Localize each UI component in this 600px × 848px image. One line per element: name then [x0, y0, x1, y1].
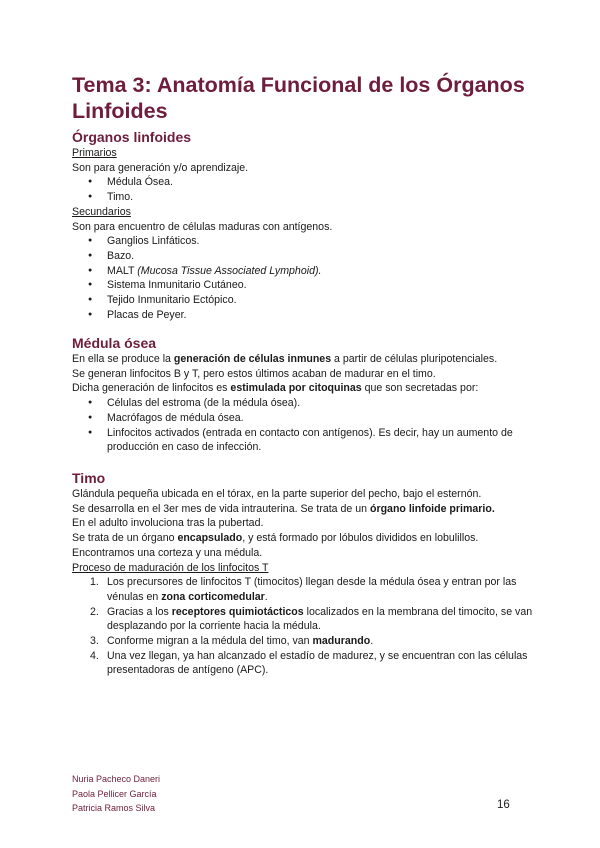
bold-text: zona corticomedular: [161, 590, 265, 603]
list-item: ● Macrófagos de médula ósea.: [72, 411, 542, 426]
list-item: ● Bazo.: [72, 249, 542, 264]
list-item: ● Células del estroma (de la médula ósea).: [72, 396, 542, 411]
text: Se desarrolla en el 3er mes de vida intrauterina. Se trata de un: [72, 502, 370, 515]
section-heading: Médula ósea: [72, 335, 157, 351]
text: Conforme migran a la médula del timo, van: [107, 635, 313, 648]
section-timo: [72, 469, 542, 678]
list-item: ● Sistema Inmunitario Cutáneo.: [72, 278, 542, 293]
citoquinas-list: [72, 396, 542, 455]
paragraph: [72, 381, 542, 396]
text: Se trata de un órgano: [72, 532, 178, 545]
bold-text: receptores quimiotácticos: [171, 605, 304, 618]
author-name: Paola Pellicer García: [72, 788, 157, 799]
text: .: [370, 635, 374, 648]
malt-expansion: (Mucosa Tissue Associated Lymphoid).: [137, 264, 322, 277]
list-item: ● Médula Ósea.: [72, 175, 542, 190]
list-item: ● Linfocitos activados (entrada en contacto con antígenos). Es decir, hay un aumento de producción en caso de infección.: [72, 426, 542, 455]
section-heading: Órganos linfoides: [72, 129, 192, 145]
secundarios-list: [72, 234, 542, 322]
paragraph: Son para encuentro de células maduras con antígenos.: [72, 220, 333, 233]
text: Una vez llegan, ya han alcanzado el estadío de madurez, y se encuentran con las células presentadoras de antígeno (APC).: [107, 649, 528, 677]
list-item: ● Tejido Inmunitario Ectópico.: [72, 293, 542, 308]
list-item: ● Placas de Peyer.: [72, 308, 542, 323]
paragraph: Son para generación y/o aprendizaje.: [72, 161, 249, 174]
numbered-item: [72, 605, 542, 634]
page-title: Tema 3: Anatomía Funcional de los Órganos Linfoides: [72, 73, 525, 123]
bold-text: madurando: [312, 635, 371, 648]
page-number: 16: [497, 799, 510, 811]
section-medula-osea: [72, 334, 542, 455]
bold-text: órgano linfoide primario.: [369, 502, 495, 515]
text: Los precursores de linfocitos T (timocitos) llegan desde la médula ósea y entran por las vénulas en: [107, 576, 517, 603]
bold-text: estimulada por citoquinas: [230, 382, 362, 395]
item-number: 4.: [90, 649, 99, 662]
item-number: 3.: [90, 635, 99, 648]
bold-text: generación de células inmunes: [173, 353, 332, 365]
list-item: ● Ganglios Linfáticos.: [72, 234, 542, 249]
text: localizados en la membrana del timocito, se van desplazando por la corriente hacia la médula.: [107, 605, 533, 633]
text: a partir de células pluripotenciales.: [331, 353, 498, 365]
paragraph: Glándula pequeña ubicada en el tórax, en la parte superior del pecho, bajo el esternón.: [72, 488, 482, 500]
subheading-primarios: Primarios: [72, 147, 117, 159]
paragraph: [72, 352, 542, 367]
text: .: [264, 590, 268, 603]
list-item: [72, 264, 542, 279]
section-heading: Timo: [72, 470, 106, 486]
paragraph: En el adulto involuciona tras la pubertad.: [72, 517, 264, 530]
item-number: 1.: [90, 576, 99, 589]
numbered-item: [72, 649, 542, 678]
list-item: ● Timo.: [72, 190, 542, 205]
numbered-item: [72, 575, 542, 604]
text: En ella se produce la: [72, 353, 174, 365]
paragraph: [72, 502, 542, 517]
text: Dicha generación de linfocitos es: [72, 382, 231, 395]
text: que son secretadas por:: [361, 382, 479, 395]
paragraph: Encontramos una corteza y una médula.: [72, 546, 263, 559]
section-organos-linfoides: [72, 128, 542, 322]
author-name: Patricia Ramos Silva: [72, 803, 156, 813]
numbered-item: [72, 634, 542, 649]
subheading-proceso: Proceso de maduración de los linfocitos T: [72, 561, 269, 574]
subheading-secundarios: Secundarios: [72, 205, 131, 218]
author-name: Nuria Pacheco Daneri: [72, 774, 161, 784]
footer-authors: [72, 772, 160, 816]
paragraph: Se generan linfocitos B y T, pero estos últimos acaban de madurar en el timo.: [72, 367, 436, 380]
malt-label: MALT: [107, 264, 135, 277]
maduracion-steps: [72, 575, 542, 678]
text: , y está formado por lóbulos divididos en lobulillos.: [242, 532, 479, 545]
paragraph: [72, 531, 542, 546]
primarios-list: [72, 175, 542, 204]
bold-text: encapsulado: [177, 532, 243, 545]
text: Gracias a los: [107, 605, 172, 618]
item-number: 2.: [90, 605, 99, 618]
